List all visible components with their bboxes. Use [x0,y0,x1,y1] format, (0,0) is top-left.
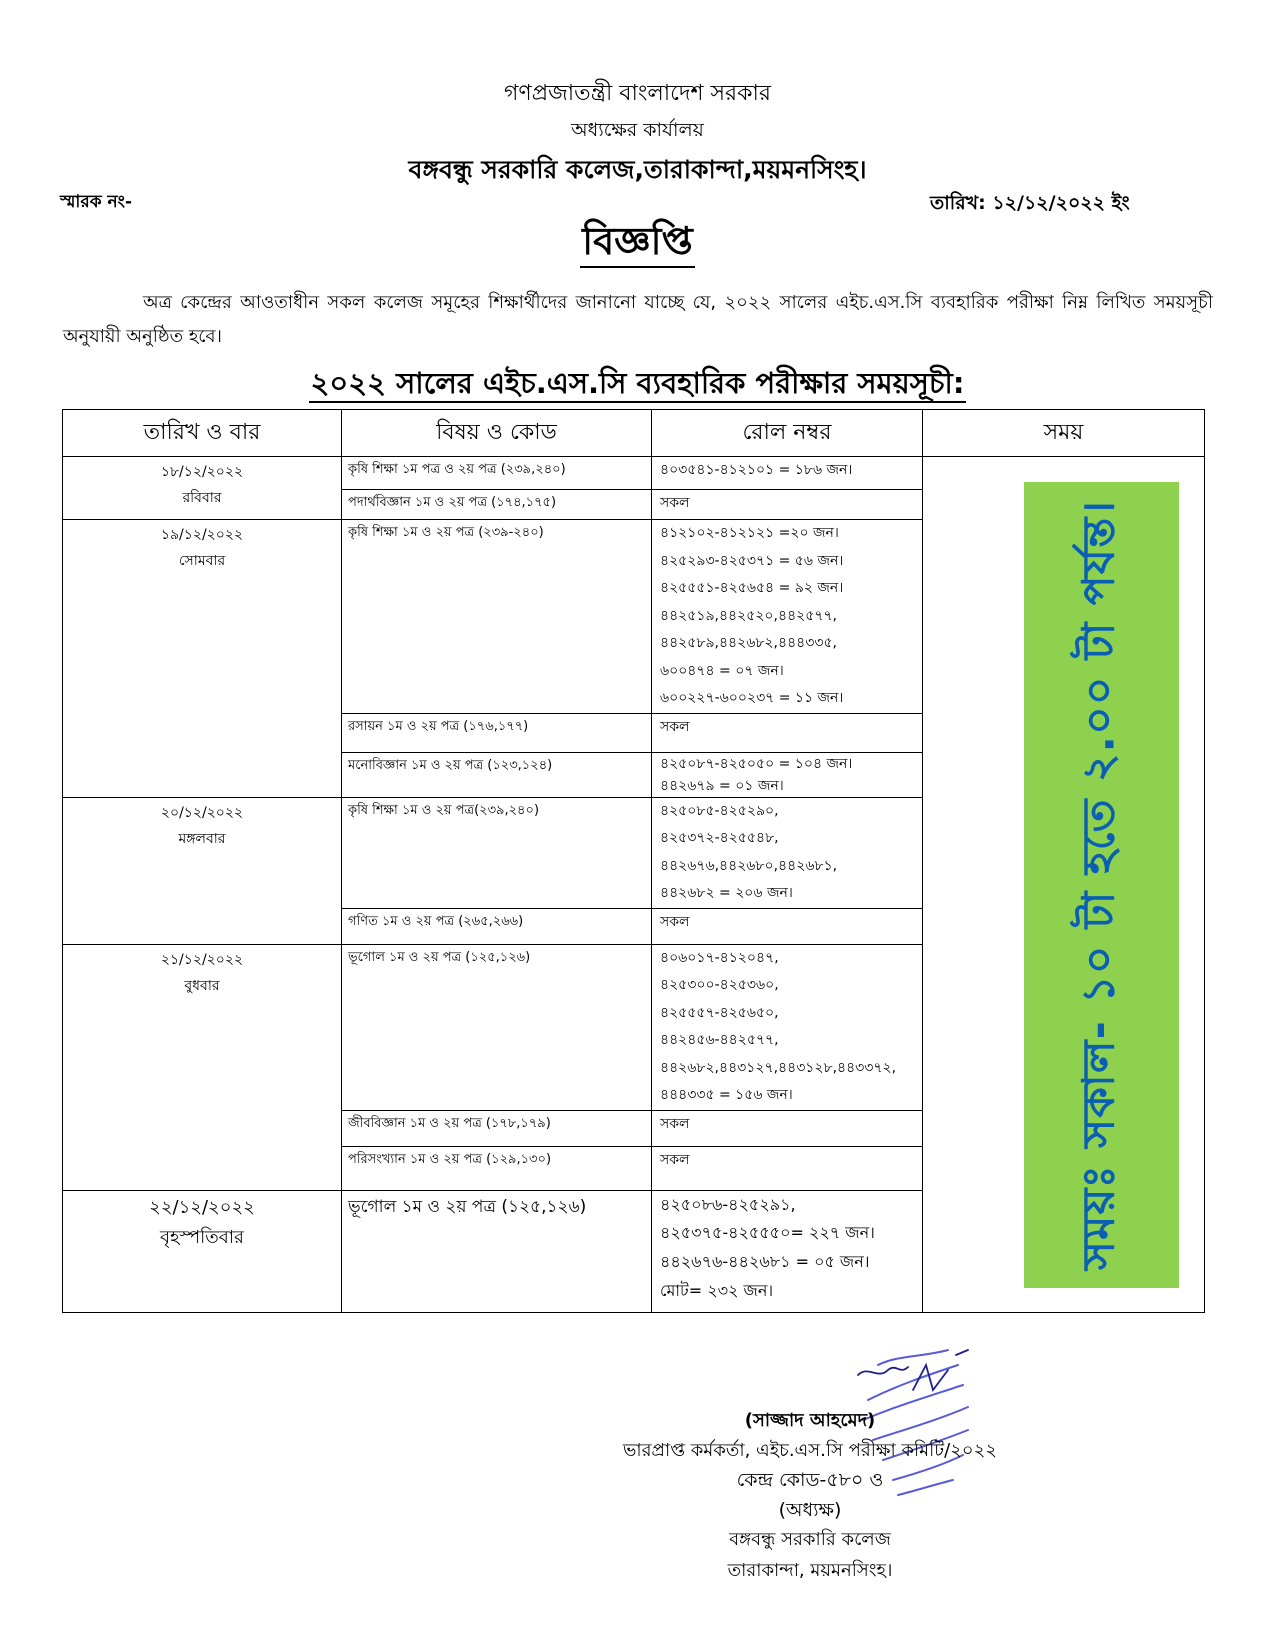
day-cell [63,520,342,798]
roll-line: ৪২৫৫৫৭-৪২৫৬৫০, [660,1004,779,1021]
roll-line: সকল [660,913,690,930]
subject-cell: কৃষি শিক্ষা ১ম পত্র ও ২য় পত্র (২৩৯,২৪০) [342,457,652,490]
day-name: মঙ্গলবার [178,830,226,847]
table-header-row [63,410,1205,457]
signatory-title: (অধ্যক্ষ) [778,1499,842,1521]
roll-line: সকল [660,718,690,735]
roll-line: ৪২৫২৯৩-৪২৫৩৭১ = ৫৬ জন। [660,552,844,569]
day-date: ২১/১২/২০২২ [160,951,244,968]
subject-cell: পরিসংখ্যান ১ম ও ২য় পত্র (১২৯,১৩০) [342,1146,652,1190]
roll-line: ৪৪২৬৮২,৪৪৩১২৭,৪৪৩১২৮,৪৪৩৩৭২, [660,1059,897,1076]
roll-cell [652,457,923,490]
intro-paragraph: অত্র কেন্দ্রের আওতাধীন সকল কলেজ সমূহের শিক্ষার্থীদের জানানো যাচ্ছে যে, ২০২২ সালের এইচ.এস.সি ব্যবহারিক পরীক্ষা নিম্ন লিখিত সময়সূচী অনুযায়ী অনুষ্ঠিত হবে। [63,292,1213,347]
roll-line: ৪২৫৩০০-৪২৫৩৬০, [660,977,779,993]
notice-date: তারিখ: ১২/১২/২০২২ ইং [930,192,1130,214]
header-subject-code: বিষয় ও কোড [342,410,652,457]
header-time: সময় [923,410,1205,457]
day-name: বৃহস্পতিবার [160,1226,244,1248]
day-cell [63,1190,342,1312]
roll-line: ৬০০৪৭৪ = ০৭ জন। [660,662,784,679]
subject-cell: ভূগোল ১ম ও ২য় পত্র (১২৫,১২৬) [342,944,652,1110]
roll-cell [652,908,923,944]
day-date: ১৮/১২/২০২২ [160,464,244,480]
roll-cell [652,1110,923,1146]
day-date: ১৯/১২/২০২২ [160,527,244,543]
roll-line: ৪৪৪৩৩৫ = ১৫৬ জন। [660,1087,793,1103]
day-name: বুধবার [184,977,220,994]
roll-line: সকল [660,1115,690,1132]
roll-line: ৪২৫৫৫১-৪২৫৬৫৪ = ৯২ জন। [660,580,844,596]
roll-cell [652,1146,923,1190]
signatory-address: তারাকান্দা, ময়মনসিংহ। [727,1560,893,1581]
subject-cell: কৃষি শিক্ষা ১ম ও ২য় পত্র (২৩৯-২৪০) [342,520,652,714]
roll-line: ৪৪২৬৭৬,৪৪২৬৮০,৪৪২৬৮১, [660,857,838,874]
roll-line: ৪৪২৫৮৯,৪৪২৬৮২,৪৪৪৩৩৫, [660,635,837,651]
roll-cell [652,490,923,520]
heading-wrap [0,220,1275,268]
subject-cell: মনোবিজ্ঞান ১ম ও ২য় পত্র (১২৩,১২৪) [342,752,652,797]
roll-line: ৪২৫৩৭৫-৪২৫৫৫০= ২২৭ জন। [660,1223,875,1243]
day-name: রবিবার [182,490,222,506]
subject-cell: কৃষি শিক্ষা ১ম ও ২য় পত্র(২৩৯,২৪০) [342,797,652,908]
schedule-title-wrap [0,366,1275,403]
header-roll-number: রোল নম্বর [652,410,923,457]
memo-number: স্মারক নং- [60,192,133,212]
header-date-day: তারিখ ও বার [63,410,342,457]
signatory-college: বঙ্গবন্ধু সরকারি কলেজ [729,1529,891,1550]
center-code: কেন্দ্র কোড-৫৮০ ও [736,1469,884,1491]
day-cell [63,457,342,520]
roll-line: ৪০৩৫৪১-৪১২১০১ = ১৮৬ জন। [660,462,853,478]
schedule-title: ২০২২ সালের এইচ.এস.সি ব্যবহারিক পরীক্ষার সময়সূচী: [309,366,967,403]
roll-cell [652,797,923,908]
roll-line: ৪৪২৫১৯,৪৪২৫২০,৪৪২৫৭৭, [660,607,837,624]
day-cell [63,797,342,944]
roll-line: ৪২৫০৮৬-৪২৫২৯১, [660,1194,796,1214]
signatory-name: (সাজ্জাদ আহমেদ) [744,1410,876,1431]
notice-heading: বিজ্ঞপ্তি [580,220,695,268]
time-note-box [1024,482,1179,1288]
roll-line: সকল [660,495,690,511]
signatory-designation: ভারপ্রাপ্ত কর্মকর্তা, এইচ.এস.সি পরীক্ষা কমিটি/২০২২ [623,1440,997,1461]
roll-line: ৪০৬০১৭-৪১২০৪৭, [660,949,779,966]
roll-cell [652,713,923,752]
subject-cell: ভূগোল ১ম ও ২য় পত্র (১২৫,১২৬) [342,1190,652,1312]
roll-cell [652,520,923,714]
roll-line: ৪২৫৩৭২-৪২৫৫৪৮, [660,830,779,846]
roll-line: ৬০০২২৭-৬০০২৩৭ = ১১ জন। [660,690,844,706]
day-name: সোমবার [178,553,226,569]
roll-cell [652,944,923,1110]
roll-cell [652,752,923,797]
roll-line: ৪৪২৪৫৬-৪৪২৫৭৭, [660,1032,779,1048]
roll-line: ৪২৫০৮৭-৪২৫০৫০ = ১০৪ জন। [660,755,853,772]
roll-cell [652,1190,923,1312]
roll-line: ৪৪২৬৭৬-৪৪২৬৮১ = ০৫ জন। [660,1251,870,1271]
roll-line: ৪৪২৬৭৯ = ০১ জন। [660,777,784,794]
day-date: ২০/১২/২০২২ [160,804,244,821]
roll-line: ৪৪২৬৮২ = ২০৬ জন। [660,885,793,901]
subject-cell: রসায়ন ১ম ও ২য় পত্র (১৭৬,১৭৭) [342,713,652,752]
subject-cell: জীববিজ্ঞান ১ম ও ২য় পত্র (১৭৮,১৭৯) [342,1110,652,1146]
subject-cell: পদার্থবিজ্ঞান ১ম ও ২য় পত্র (১৭৪,১৭৫) [342,490,652,520]
roll-line: ৪১২১০২-৪১২১২১ =২০ জন। [660,525,839,541]
time-note: সময়ঃ সকাল- ১০ টা হতে ২.০০ টা পর্যন্ত। [1073,499,1124,1271]
college-name: বঙ্গবন্ধু সরকারি কলেজ,তারাকান্দা,ময়মনসিংহ। [408,155,867,184]
roll-line: মোট= ২৩২ জন। [660,1280,774,1300]
government-name: গণপ্রজাতন্ত্রী বাংলাদেশ সরকার [503,81,772,106]
office-name: অধ্যক্ষের কার্যালয় [571,119,704,141]
day-date: ২২/১২/২০২২ [149,1196,255,1218]
subject-cell: গণিত ১ম ও ২য় পত্র (২৬৫,২৬৬) [342,908,652,944]
roll-line: সকল [660,1151,690,1168]
day-cell [63,944,342,1190]
roll-line: ৪২৫০৮৫-৪২৫২৯০, [660,802,779,819]
